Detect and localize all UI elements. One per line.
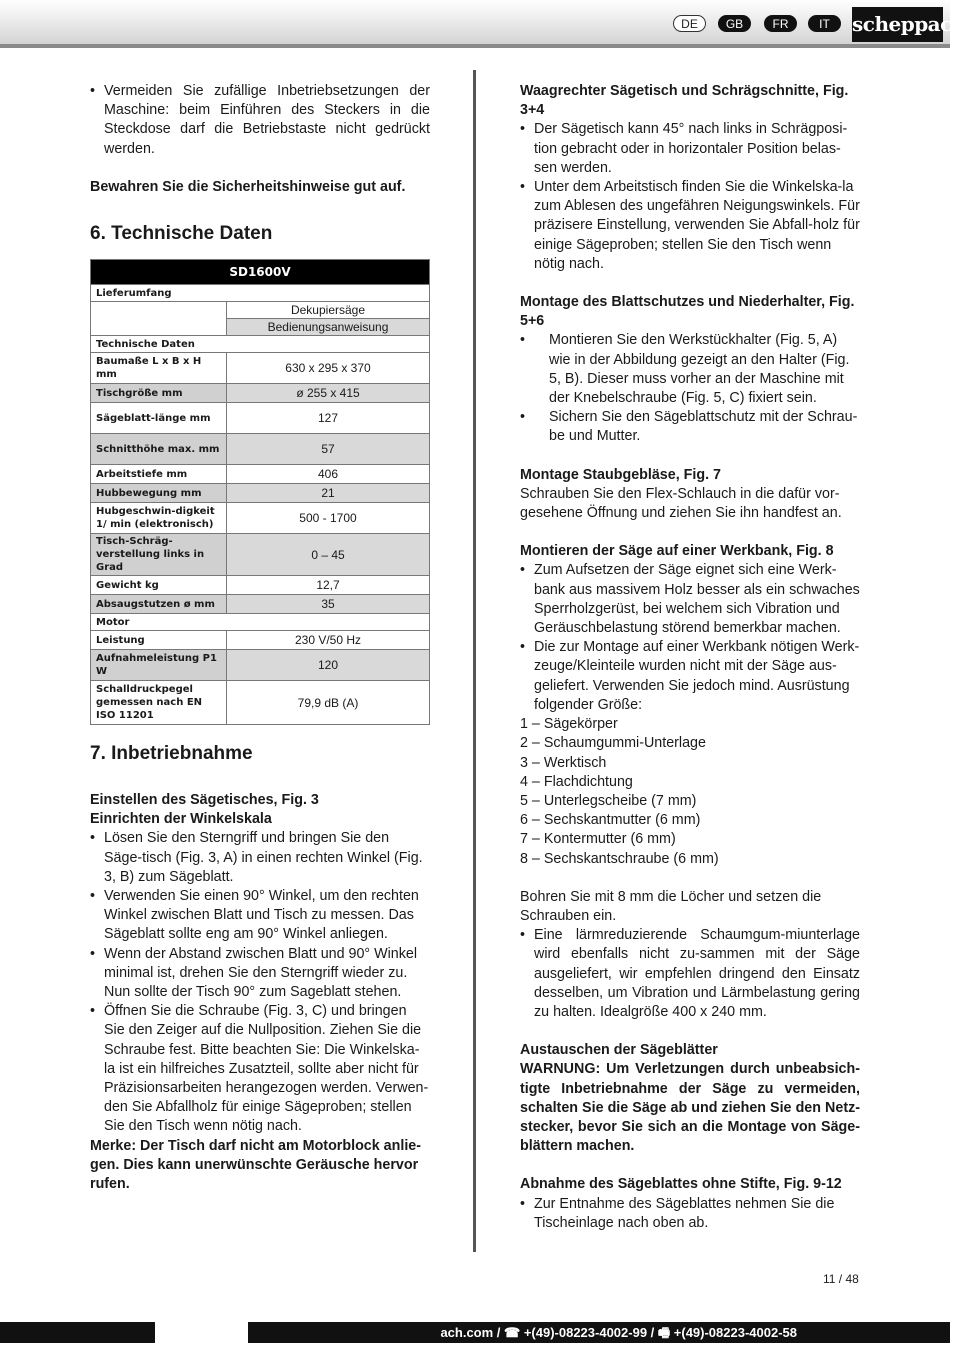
right-column xyxy=(520,82,860,1233)
parts-item: 3 – Werktisch xyxy=(520,754,607,771)
list-item: • Vermeiden Sie zufällige Inbetriebsetzungen der Maschine: beim Einführen des Steckers in die Steckdose darf die Betriebstaste nicht gedrückt werden. xyxy=(90,82,430,159)
left-column-lower xyxy=(90,791,430,1194)
list-item: • Verwenden Sie einen 90° Winkel, um den rechten Winkel zwischen Blatt und Tisch zu messen. Das Sägeblatt sollte eng am 90° Winkel anliegen. xyxy=(90,887,430,945)
table-key: Hubbewegung mm xyxy=(91,484,227,503)
table-section-label: Motor xyxy=(91,614,430,631)
table-key: Sägeblatt-länge mm xyxy=(91,403,227,434)
list-item: • Die zur Montage auf einer Werkbank nötigen Werk-zeuge/Kleinteile wurden nicht mit der Säge aus-geliefert. Verwenden Sie jedoch mind. Ausrüstung folgender Größe: xyxy=(520,638,860,715)
list-item: • Zum Aufsetzen der Säge eignet sich eine Werk-bank aus massivem Holz besser als ein schwaches Sperrholzgerüst, bei welchem sich Vibration und Geräuschbelastung störend bemerkbar machen. xyxy=(520,561,860,638)
warning-text: WARNUNG: Um Verletzungen durch unbeabsich-tigte Inbetriebnahme der Säge zu vermeiden, schalten Sie die Säge ab und ziehen Sie den Netz-stecker, bevor Sie sich an die Montage von Säge-blättern machen. xyxy=(520,1061,860,1155)
lang-badge-it: IT xyxy=(808,15,841,32)
table-section-label: Technische Daten xyxy=(91,336,430,353)
table-key: Hubgeschwin-digkeit 1/ min (elektronisch) xyxy=(91,503,227,534)
paragraph: Bohren Sie mit 8 mm die Löcher und setzen die Schrauben ein. xyxy=(520,888,822,924)
footer-gap xyxy=(155,1322,248,1343)
parts-item: 8 – Sechskantschraube (6 mm) xyxy=(520,850,719,867)
subheading: Montage des Blattschutzes und Niederhalter, Fig. 5+6 xyxy=(520,294,855,330)
table-key: Aufnahmeleistung P1 W xyxy=(91,650,227,681)
table-key: Absaugstutzen ø mm xyxy=(91,595,227,614)
subheading: Waagrechter Sägetisch und Schrägschnitte, Fig. 3+4 xyxy=(520,83,849,119)
parts-item: 6 – Sechskantmutter (6 mm) xyxy=(520,812,701,829)
brand-logo: scheppach xyxy=(852,7,943,42)
lang-badge-fr: FR xyxy=(764,15,797,32)
list-item: • Lösen Sie den Sterngriff und bringen Sie den Säge-tisch (Fig. 3, A) in einen rechten Winkel (Fig. 3, B) zum Sägeblatt. xyxy=(90,829,430,887)
parts-item: 2 – Schaumgummi-Unterlage xyxy=(520,735,706,752)
subheading: Einstellen des Sägetisches, Fig. 3 xyxy=(90,792,319,808)
table-value: 79,9 dB (A) xyxy=(227,681,430,725)
table-key: Gewicht kg xyxy=(91,576,227,595)
column-divider xyxy=(473,70,476,1252)
left-column xyxy=(90,82,430,197)
table-section-label: Lieferumfang xyxy=(91,285,430,302)
list-item: • Sichern Sie den Sägeblattschutz mit der Schrau-be und Mutter. xyxy=(520,408,860,446)
lang-badge-gb: GB xyxy=(718,15,751,32)
parts-item: 1 – Sägekörper xyxy=(520,716,618,733)
page-number: 11 / 48 xyxy=(823,1272,859,1286)
table-value: 630 x 295 x 370 xyxy=(227,353,430,384)
note: Merke: Der Tisch darf nicht am Motorblock anlie-gen. Dies kann unerwünschte Geräusche hervor rufen. xyxy=(90,1137,422,1193)
subheading: Montieren der Säge auf einer Werkbank, Fig. 8 xyxy=(520,543,834,560)
table-value: 406 xyxy=(227,465,430,484)
list-item: • Montieren Sie den Werkstückhalter (Fig. 5, A) wie in der Abbildung gezeigt an den Halter (Fig. 5, B). Dieser muss vorher an der Maschine mit der Knebelschraube (Fig. 5, C) fixiert sein. xyxy=(520,331,860,408)
list-item: • Eine lärmreduzierende Schaumgum-miunterlage wird ebenfalls nicht zu-sammen mit der Säge ausgeliefert, wir empfehlen dringend den Einsatz desselben, um Vibration und Lärmbelastung gering zu halten. Idealgröße 400 x 240 mm. xyxy=(520,926,860,1022)
table-cell: Bedienungsanweisung xyxy=(227,319,430,336)
table-value: 120 xyxy=(227,650,430,681)
page-footer xyxy=(0,1322,950,1343)
subheading: Austauschen der Sägeblätter xyxy=(520,1042,718,1059)
table-value: 127 xyxy=(227,403,430,434)
subheading: Abnahme des Sägeblattes ohne Stifte, Fig. 9-12 xyxy=(520,1176,842,1193)
table-value: 500 - 1700 xyxy=(227,503,430,534)
table-key: Arbeitstiefe mm xyxy=(91,465,227,484)
table-value: ø 255 x 415 xyxy=(227,384,430,403)
model-name: SD1600V xyxy=(91,260,430,285)
table-key: Tisch-Schräg-verstellung links in Grad xyxy=(91,534,227,576)
list-item: • Wenn der Abstand zwischen Blatt und 90° Winkel minimal ist, drehen Sie den Sterngriff wieder zu. Nun sollte der Tisch 90° zum Sageblatt stehen. xyxy=(90,945,430,1003)
table-value: 57 xyxy=(227,434,430,465)
table-value: 12,7 xyxy=(227,576,430,595)
parts-item: 7 – Kontermutter (6 mm) xyxy=(520,831,676,848)
table-key: Schalldruckpegel gemessen nach EN ISO 11201 xyxy=(91,681,227,725)
lang-badge-de: DE xyxy=(673,15,706,32)
tech-data-table xyxy=(90,259,430,725)
table-value: 35 xyxy=(227,595,430,614)
keep-instructions-note: Bewahren Sie die Sicherheitshinweise gut auf. xyxy=(90,178,406,195)
list-item: • Der Sägetisch kann 45° nach links in Schrägposi-tion gebracht oder in horizontaler Position belas-sen werden. xyxy=(520,120,860,178)
table-value: 21 xyxy=(227,484,430,503)
table-key: Schnitthöhe max. mm xyxy=(91,434,227,465)
parts-item: 5 – Unterlegscheibe (7 mm) xyxy=(520,792,697,809)
list-item: • Unter dem Arbeitstisch finden Sie die Winkelska-la zum Ablesen des ungefähren Neigungswinkels. Für präzisere Einstellung, verwenden Sie Abfall-holz für einige Sägeproben; stellen Sie den Tisch wenn nötig nach. xyxy=(520,178,860,274)
paragraph: Schrauben Sie den Flex-Schlauch in die dafür vor-gesehene Öffnung und ziehen Sie ihn handfest an. xyxy=(520,485,842,522)
subheading: Einrichten der Winkelskala xyxy=(90,811,272,828)
table-key: Tischgröße mm xyxy=(91,384,227,403)
table-value: 230 V/50 Hz xyxy=(227,631,430,650)
section-7-title: 7. Inbetriebnahme xyxy=(90,743,253,764)
table-key: Baumaße L x B x H mm xyxy=(91,353,227,384)
list-item: • Öffnen Sie die Schraube (Fig. 3, C) und bringen Sie den Zeiger auf die Nullposition. Ziehen Sie die Schraube fest. Bitte beachten Sie: Die Winkelska-la ist ein hilfreiches Zusatzteil, sollte aber nicht für Präzisionsarbeiten herangezogen werden. Verwen-den Sie Abfallholz für einige Sägeproben; stellen Sie den Tisch wenn nötig nach. xyxy=(90,1002,430,1136)
subheading: Montage Staubgebläse, Fig. 7 xyxy=(520,466,721,483)
section-6-title: 6. Technische Daten xyxy=(90,223,273,244)
page-header xyxy=(0,0,966,48)
table-cell: Dekupiersäge xyxy=(227,302,430,319)
parts-item: 4 – Flachdichtung xyxy=(520,773,633,790)
list-item: • Zur Entnahme des Sägeblattes nehmen Sie die Tischeinlage nach oben ab. xyxy=(520,1195,860,1233)
table-value: 0 – 45 xyxy=(227,534,430,576)
footer-contact: ach.com / ☎ +(49)-08223-4002-99 / 🖷 +(49)-08223-4002-58 xyxy=(440,1325,797,1340)
table-key: Leistung xyxy=(91,631,227,650)
